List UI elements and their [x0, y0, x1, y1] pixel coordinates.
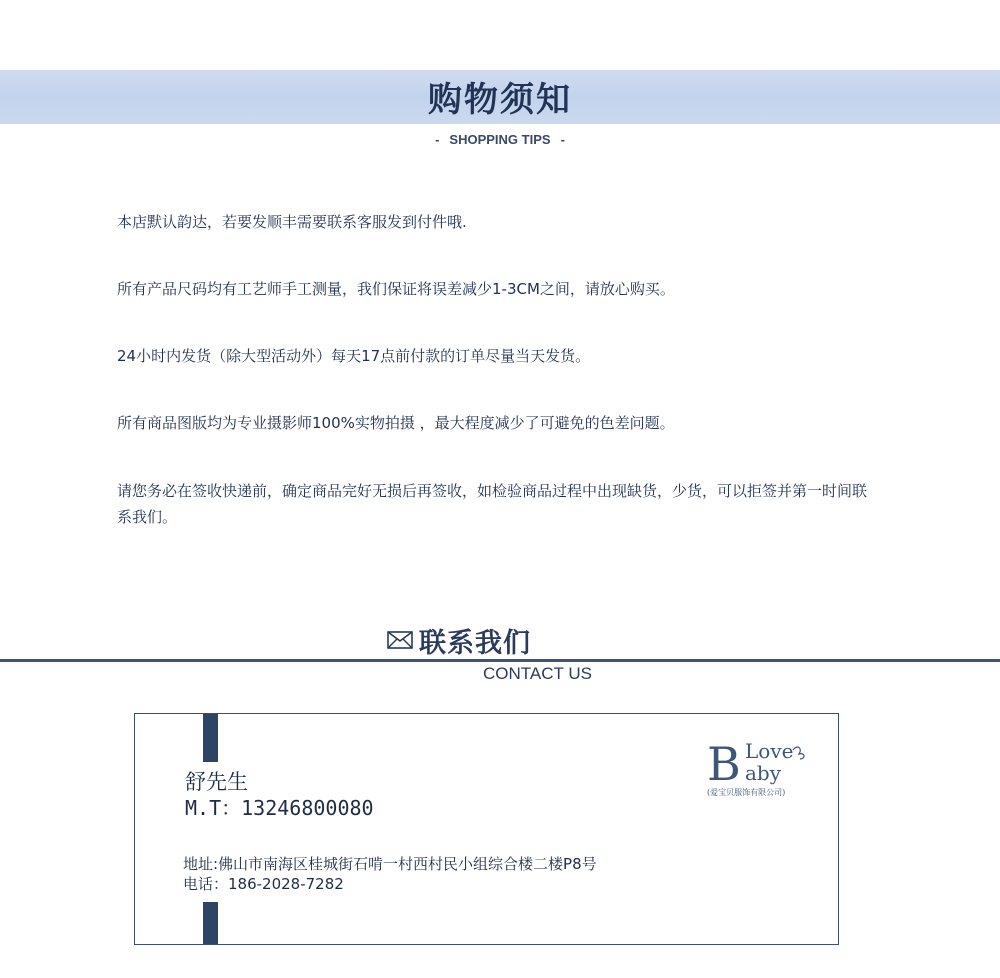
- contact-name: 舒先生: [185, 770, 248, 794]
- logo-word-baby: aby: [745, 761, 782, 785]
- logo-heart-icon: [793, 747, 804, 759]
- tips-title: 购物须知: [428, 80, 572, 120]
- tip-item: 所有产品尺码均有工艺师手工测量，我们保证将误差减少1-3CM之间，请放心购买。: [117, 280, 675, 298]
- contact-tel: 电话：186-2028-7282: [183, 875, 344, 893]
- tip-item: 请您务必在签收快递前，确定商品完好无损后再签收，如检验商品过程中出现缺货，少货，可以拒签并第一时间联系我们。: [117, 482, 868, 526]
- tip-item: 24小时内发货（除大型活动外）每天17点前付款的订单尽量当天发货。: [117, 347, 591, 365]
- subtitle-dash-left: -: [435, 132, 440, 147]
- logo-word-love: Love: [745, 739, 794, 763]
- envelope-icon: [387, 631, 413, 649]
- subtitle-dash-right: -: [560, 132, 565, 147]
- tips-list: [117, 210, 877, 573]
- contact-title: 联系我们: [419, 627, 531, 659]
- tip-item: 所有商品图版均为专业摄影师100%实物拍摄 ，最大程度减少了可避免的色差问题。: [117, 414, 675, 432]
- contact-heading: [387, 622, 531, 658]
- tips-subtitle: [0, 132, 1000, 147]
- tips-subtitle-text: SHOPPING TIPS: [449, 132, 551, 147]
- business-card: [134, 713, 839, 945]
- card-accent-bar-bottom: [203, 902, 218, 944]
- logo-big-letter: B: [707, 737, 741, 791]
- contact-phone: M.T：13246800080: [185, 796, 374, 820]
- card-accent-bar-top: [203, 714, 218, 762]
- logo-company: (爱宝贝服饰有限公司): [707, 788, 786, 797]
- love-baby-logo: [705, 730, 825, 800]
- tip-item: 本店默认韵达，若要发顺丰需要联系客服发到付件哦.: [117, 213, 467, 231]
- divider: [0, 659, 1000, 662]
- contact-address: 地址:佛山市南海区桂城街石啃一村西村民小组综合楼二楼P8号: [183, 855, 597, 873]
- contact-subtitle: CONTACT US: [483, 664, 592, 683]
